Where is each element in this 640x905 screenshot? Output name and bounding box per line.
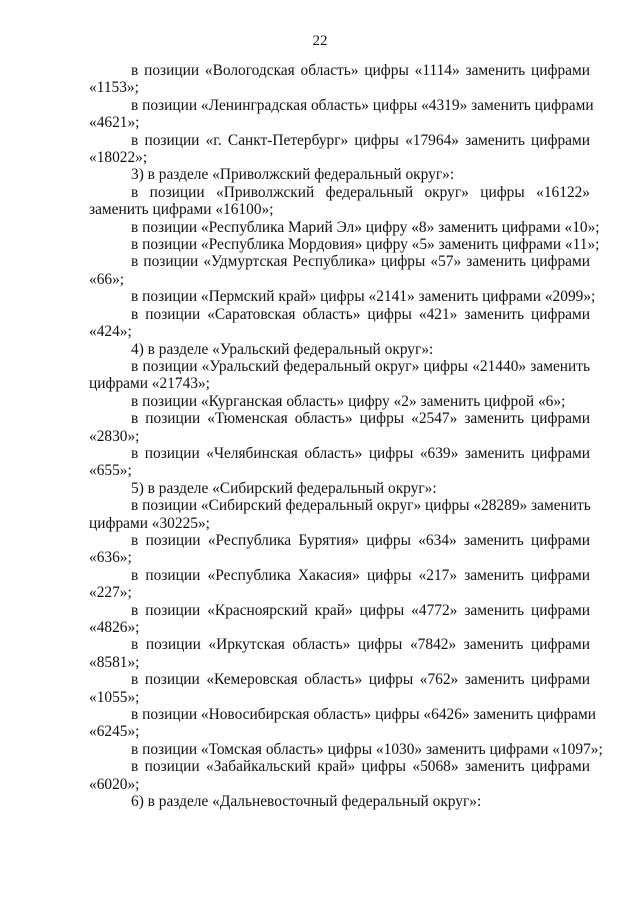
paragraph-continuation-line: «4621»; <box>89 114 140 132</box>
paragraph-continuation-line: «66»; <box>89 270 125 288</box>
paragraph <box>89 288 596 306</box>
paragraph <box>89 96 594 132</box>
paragraph-continuation-line: «8581»; <box>89 653 140 671</box>
paragraph <box>89 793 590 810</box>
paragraph <box>89 341 590 358</box>
paragraph <box>89 706 596 741</box>
paragraph <box>89 445 590 480</box>
paragraph <box>89 480 590 497</box>
paragraph-line: в позиции «Красноярский край» цифры «4772» заменить цифрами <box>131 601 590 619</box>
paragraph-line: в позиции «Республика Хакасия» цифры «217» заменить цифрами <box>131 566 590 584</box>
paragraph <box>89 132 590 167</box>
paragraph-line: в позиции «Приволжский федеральный округ» цифры «16122» <box>131 183 590 201</box>
paragraph <box>89 497 590 532</box>
paragraph-line: в позиции «Томская область» цифры «1030» заменить цифрами «1097»; <box>131 740 603 758</box>
paragraph-line: в позиции «Челябинская область» цифры «639» заменить цифрами <box>131 444 590 462</box>
paragraph <box>89 758 590 793</box>
paragraph-continuation-line: «636»; <box>89 549 132 567</box>
paragraph-line: в позиции «Уральский федеральный округ» цифры «21440» заменить <box>131 357 590 375</box>
paragraph-line: в позиции «Новосибирская область» цифры «6426» заменить цифрами <box>131 706 596 724</box>
paragraph <box>89 567 590 602</box>
paragraph-continuation-line: «655»; <box>89 462 132 480</box>
paragraph-continuation-line: заменить цифрами «16100»; <box>89 201 274 219</box>
paragraph-continuation-line: «18022»; <box>89 149 148 167</box>
paragraph <box>89 306 590 341</box>
paragraph-continuation-line: «2830»; <box>89 427 140 445</box>
paragraph-line: в позиции «Ленинградская область» цифры «4319» заменить цифрами <box>131 96 594 114</box>
paragraph-line: в позиции «Республика Марий Эл» цифру «8» заменить цифрами «10»; <box>131 218 600 236</box>
paragraph <box>89 218 600 236</box>
paragraph <box>89 602 590 637</box>
paragraph-continuation-line: «424»; <box>89 323 132 341</box>
paragraph-line: 4) в разделе «Уральский федеральный округ»: <box>131 340 434 358</box>
document-body <box>89 62 603 811</box>
paragraph-continuation-line: «4826»; <box>89 619 140 636</box>
paragraph-line: в позиции «Тюменская область» цифры «2547» заменить цифрами <box>131 410 590 428</box>
paragraph-line: 6) в разделе «Дальневосточный федеральный округ»: <box>131 793 482 811</box>
paragraph-line: 3) в разделе «Приволжский федеральный округ»: <box>131 166 455 184</box>
paragraph-continuation-line: «1055»; <box>89 688 140 706</box>
paragraph-continuation-line: цифрами «21743»; <box>89 375 210 393</box>
paragraph-continuation-line: «227»; <box>89 584 132 602</box>
paragraph <box>89 184 590 219</box>
paragraph-line: в позиции «Пермский край» цифры «2141» заменить цифрами «2099»; <box>131 288 596 306</box>
paragraph-line: в позиции «Иркутская область» цифры «7842» заменить цифрами <box>131 636 590 654</box>
paragraph-line: в позиции «Вологодская область» цифры «1114» заменить цифрами <box>131 62 590 79</box>
paragraph-line: в позиции «Курганская область» цифру «2» заменить цифрой «6»; <box>131 392 566 410</box>
paragraph <box>89 410 590 445</box>
paragraph <box>89 253 590 288</box>
paragraph <box>89 740 603 758</box>
paragraph <box>89 62 590 97</box>
paragraph-line: 5) в разделе «Сибирский федеральный округ»: <box>131 479 437 497</box>
paragraph-line: в позиции «Удмуртская Республика» цифры «57» заменить цифрами <box>131 253 590 271</box>
paragraph <box>89 166 590 183</box>
paragraph <box>89 636 590 671</box>
paragraph-line: в позиции «г. Санкт-Петербург» цифры «17964» заменить цифрами <box>131 131 590 149</box>
paragraph-line: в позиции «Забайкальский край» цифры «5068» заменить цифрами <box>131 758 590 776</box>
paragraph-line: в позиции «Республика Бурятия» цифры «634» заменить цифрами <box>131 531 590 549</box>
paragraph-continuation-line: цифрами «30225»; <box>89 514 210 532</box>
paragraph-continuation-line: «6020»; <box>89 775 140 793</box>
paragraph-line: в позиции «Республика Мордовия» цифру «5» заменить цифрами «11»; <box>131 236 600 254</box>
page-number: 22 <box>312 33 328 49</box>
paragraph-continuation-line: «1153»; <box>89 79 139 97</box>
paragraph-line: в позиции «Саратовская область» цифры «421» заменить цифрами <box>131 305 590 323</box>
paragraph-line: в позиции «Сибирский федеральный округ» цифры «28289» заменить <box>131 497 591 515</box>
paragraph <box>89 393 590 410</box>
paragraph <box>89 532 590 567</box>
paragraph <box>89 671 590 706</box>
paragraph <box>89 236 600 254</box>
paragraph <box>89 358 590 393</box>
paragraph-continuation-line: «6245»; <box>89 723 140 741</box>
paragraph-line: в позиции «Кемеровская область» цифры «762» заменить цифрами <box>131 671 590 689</box>
